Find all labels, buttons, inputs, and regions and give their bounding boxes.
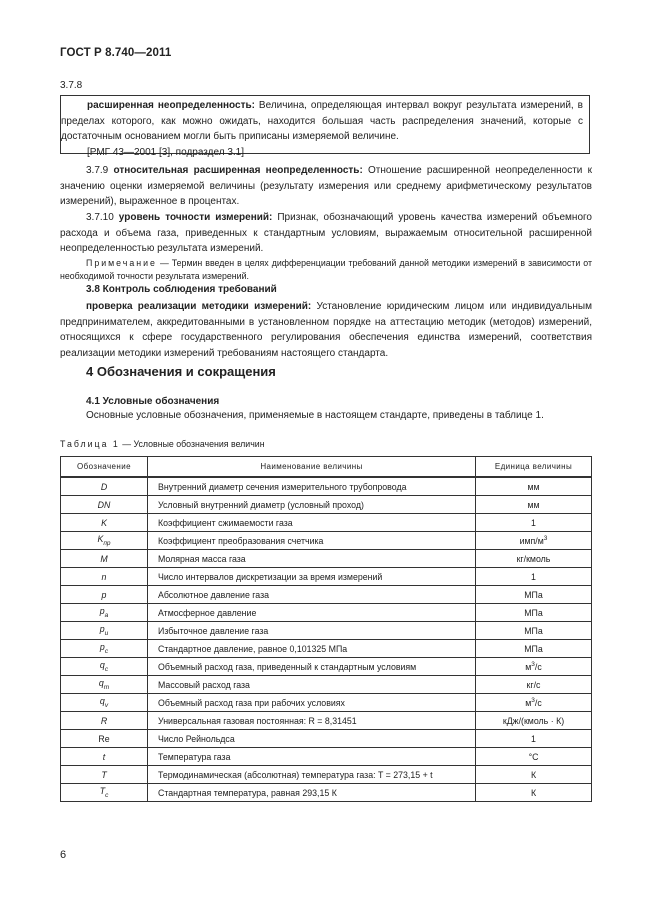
cell-unit: К (476, 784, 592, 802)
cell-symbol: DN (61, 496, 148, 514)
cell-unit: МПа (476, 622, 592, 640)
document-header: ГОСТ Р 8.740—2011 (60, 47, 172, 59)
clause-3-7-10 (60, 210, 592, 257)
table-row (61, 676, 592, 694)
cell-symbol: Re (61, 730, 148, 748)
cell-unit: кг/кмоль (476, 550, 592, 568)
section-title-3-8: 3.8 Контроль соблюдения требований (86, 284, 277, 295)
cell-symbol: T (61, 766, 148, 784)
cell-unit: кг/с (476, 676, 592, 694)
cell-unit: $м^3/с$ (476, 694, 592, 712)
table-row (61, 496, 592, 514)
cell-quantity-name: Молярная масса газа (148, 550, 476, 568)
table-row (61, 550, 592, 568)
header-quantity-name: Наименование величины (148, 457, 476, 478)
table-header-row (61, 457, 592, 478)
cell-quantity-name: Термодинамическая (абсолютная) температура газа: T = 273,15 + t (148, 766, 476, 784)
cell-quantity-name: Массовый расход газа (148, 676, 476, 694)
subsection-intro: Основные условные обозначения, применяемые в настоящем стандарте, приведены в таблице 1. (86, 410, 544, 421)
cell-symbol: $p_и$ (61, 622, 148, 640)
cell-unit: 1 (476, 568, 592, 586)
cell-unit: МПа (476, 586, 592, 604)
clause-number-3-7-8: 3.7.8 (60, 80, 83, 91)
note-label: Примечание (86, 258, 157, 268)
term-relative-expanded-uncertainty: относительная расширенная неопределенность: (113, 165, 363, 176)
cell-symbol: $K_{пр}$ (61, 532, 148, 550)
cell-unit: °С (476, 748, 592, 766)
table-row (61, 712, 592, 730)
header-unit: Единица величины (476, 457, 592, 478)
note-paragraph (60, 257, 592, 283)
table-row (61, 622, 592, 640)
cell-symbol: $q_m$ (61, 676, 148, 694)
table-row (61, 694, 592, 712)
table-body (61, 477, 592, 802)
table-caption (60, 439, 265, 449)
cell-symbol: $p_а$ (61, 604, 148, 622)
cell-quantity-name: Объемный расход газа при рабочих условиях (148, 694, 476, 712)
cell-unit: 1 (476, 730, 592, 748)
clause-number: 3.7.9 (86, 165, 109, 176)
cell-quantity-name: Стандартная температура, равная 293,15 К (148, 784, 476, 802)
term-definition: Установление юридическим лицом или индивидуальным предпринимателем, аккредитованными в установленном порядке на аттестацию методик (методов) измерений, относящихся к сфере государственного регулирования обеспечения единства измерений, соответствия реализации методики измерений требованиям настоящего стандарта. (60, 301, 592, 359)
cell-unit: имп/$м^3$ (476, 532, 592, 550)
clause-3-7-9 (60, 163, 592, 210)
definition-reference: [РМГ 43—2001 [3], подраздел 3.1] (87, 146, 245, 158)
subsection-title-4-1: 4.1 Условные обозначения (86, 396, 220, 407)
symbols-table (60, 456, 592, 802)
cell-unit: МПа (476, 604, 592, 622)
cell-quantity-name: Стандартное давление, равное 0,101325 МПа (148, 640, 476, 658)
cell-quantity-name: Универсальная газовая постоянная: R = 8,31451 (148, 712, 476, 730)
cell-symbol: R (61, 712, 148, 730)
cell-quantity-name: Условный внутренний диаметр (условный проход) (148, 496, 476, 514)
cell-symbol: $q_c$ (61, 658, 148, 676)
cell-symbol: K (61, 514, 148, 532)
table-row (61, 514, 592, 532)
clause-number: 3.7.10 (86, 212, 114, 223)
cell-unit: $м^3/с$ (476, 658, 592, 676)
cell-quantity-name: Температура газа (148, 748, 476, 766)
term-definition: Признак, обозначающий уровень качества измерений объемного расхода и объема газа, приведенных к стандартным условиям, выражаемым относительной расширенной неопределенностью результата измерений. (60, 212, 592, 255)
cell-unit: 1 (476, 514, 592, 532)
cell-symbol: D (61, 477, 148, 496)
cell-symbol: $T_c$ (61, 784, 148, 802)
cell-quantity-name: Коэффициент преобразования счетчика (148, 532, 476, 550)
cell-symbol: n (61, 568, 148, 586)
cell-quantity-name: Внутренний диаметр сечения измерительного трубопровода (148, 477, 476, 496)
table-row (61, 640, 592, 658)
cell-symbol: $q_v$ (61, 694, 148, 712)
table-row (61, 586, 592, 604)
cell-symbol: t (61, 748, 148, 766)
header-symbol: Обозначение (61, 457, 148, 478)
section-title-4: 4 Обозначения и сокращения (86, 364, 276, 379)
clause-3-8-definition (60, 299, 592, 361)
table-row (61, 766, 592, 784)
cell-symbol: $p_c$ (61, 640, 148, 658)
table-row (61, 730, 592, 748)
table-caption-label: Таблица 1 (60, 439, 120, 449)
table-row (61, 604, 592, 622)
cell-quantity-name: Число Рейнольдса (148, 730, 476, 748)
table-row (61, 784, 592, 802)
cell-symbol: p (61, 586, 148, 604)
table-row (61, 532, 592, 550)
cell-unit: мм (476, 496, 592, 514)
note-text: — Термин введен в целях дифференциации требований данной методики измерений в зависимости от необходимой точности результата измерений. (60, 258, 592, 281)
cell-unit: кДж/(кмоль · К) (476, 712, 592, 730)
term-method-verification: проверка реализации методики измерений: (86, 301, 312, 312)
definition-box-3-7-8 (60, 95, 590, 158)
term-expanded-uncertainty: расширенная неопределенность: (87, 100, 255, 111)
table-caption-text: — Условные обозначения величин (119, 439, 265, 449)
cell-unit: К (476, 766, 592, 784)
cell-quantity-name: Абсолютное давление газа (148, 586, 476, 604)
cell-quantity-name: Число интервалов дискретизации за время измерений (148, 568, 476, 586)
cell-quantity-name: Объемный расход газа, приведенный к стандартным условиям (148, 658, 476, 676)
term-accuracy-level: уровень точности измерений: (118, 212, 273, 223)
table-row (61, 477, 592, 496)
cell-symbol: M (61, 550, 148, 568)
table-row (61, 658, 592, 676)
table-row (61, 748, 592, 766)
cell-quantity-name: Избыточное давление газа (148, 622, 476, 640)
definition-text-3-7-8 (61, 98, 589, 145)
page-number: 6 (60, 849, 67, 861)
term-definition: Отношение расширенной неопределенности к значению оценки измеряемой величины (результату измерения или среднему арифметическому результатов измерений), выраженное в процентах. (60, 165, 592, 208)
cell-unit: МПа (476, 640, 592, 658)
term-definition: Величина, определяющая интервал вокруг результата измерений, в пределах которого, как можно ожидать, находится большая часть распределения значений, которые с достаточным основанием могли быть приписаны измеряемой величине. (61, 100, 583, 142)
cell-quantity-name: Атмосферное давление (148, 604, 476, 622)
table-row (61, 568, 592, 586)
cell-unit: мм (476, 477, 592, 496)
cell-quantity-name: Коэффициент сжимаемости газа (148, 514, 476, 532)
